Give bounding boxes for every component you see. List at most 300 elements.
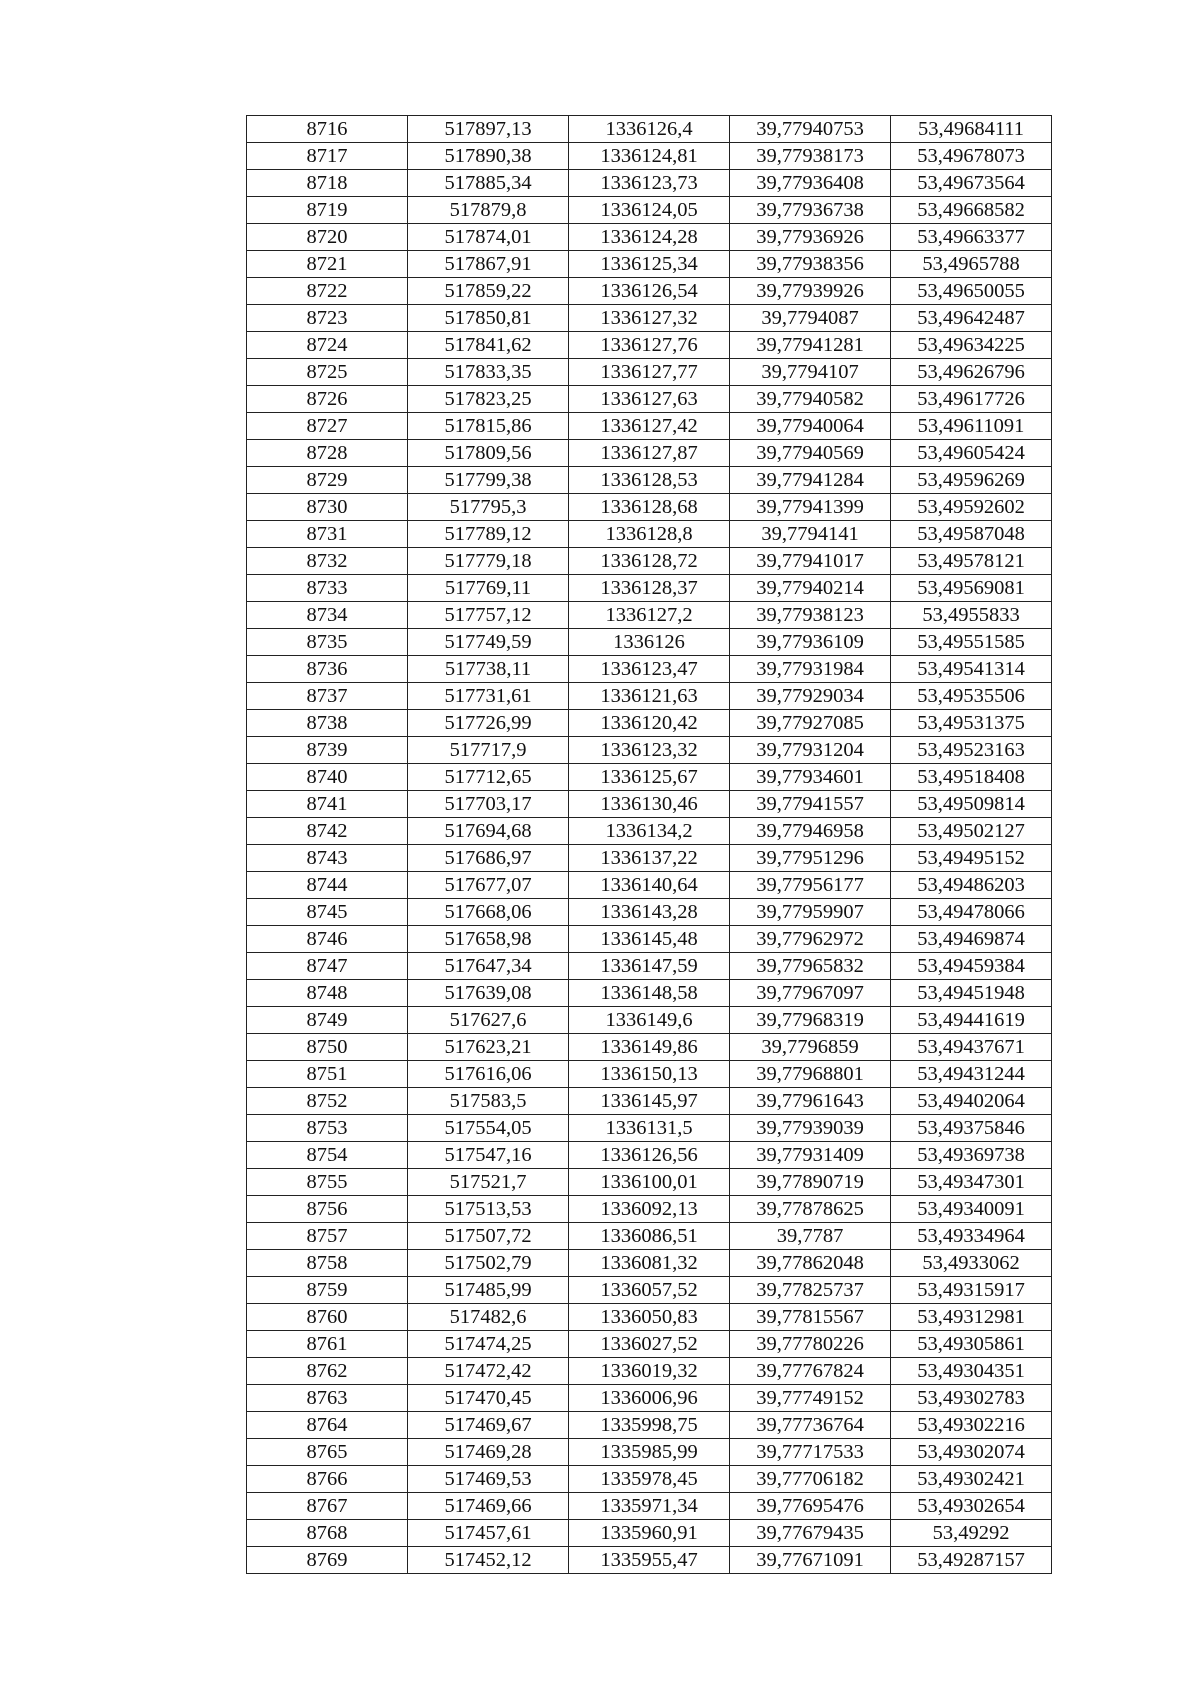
x-coordinate-cell: 517809,56 — [408, 440, 569, 467]
table-row — [247, 1088, 1052, 1115]
latitude-cell: 53,4933062 — [891, 1250, 1052, 1277]
point-number-cell: 8746 — [247, 926, 408, 953]
y-coordinate-cell: 1336127,32 — [569, 305, 730, 332]
x-coordinate-cell: 517668,06 — [408, 899, 569, 926]
longitude-cell: 39,77940582 — [730, 386, 891, 413]
longitude-cell: 39,77968801 — [730, 1061, 891, 1088]
y-coordinate-cell: 1336127,87 — [569, 440, 730, 467]
latitude-cell: 53,49302074 — [891, 1439, 1052, 1466]
longitude-cell: 39,77890719 — [730, 1169, 891, 1196]
longitude-cell: 39,77939926 — [730, 278, 891, 305]
y-coordinate-cell: 1336124,28 — [569, 224, 730, 251]
y-coordinate-cell: 1336086,51 — [569, 1223, 730, 1250]
table-row — [247, 953, 1052, 980]
x-coordinate-cell: 517890,38 — [408, 143, 569, 170]
point-number-cell: 8735 — [247, 629, 408, 656]
y-coordinate-cell: 1336140,64 — [569, 872, 730, 899]
longitude-cell: 39,77938173 — [730, 143, 891, 170]
x-coordinate-cell: 517616,06 — [408, 1061, 569, 1088]
table-row — [247, 629, 1052, 656]
point-number-cell: 8753 — [247, 1115, 408, 1142]
y-coordinate-cell: 1335960,91 — [569, 1520, 730, 1547]
longitude-cell: 39,77941017 — [730, 548, 891, 575]
x-coordinate-cell: 517469,28 — [408, 1439, 569, 1466]
point-number-cell: 8732 — [247, 548, 408, 575]
table-row — [247, 413, 1052, 440]
y-coordinate-cell: 1336128,37 — [569, 575, 730, 602]
x-coordinate-cell: 517647,34 — [408, 953, 569, 980]
longitude-cell: 39,77940214 — [730, 575, 891, 602]
point-number-cell: 8724 — [247, 332, 408, 359]
x-coordinate-cell: 517749,59 — [408, 629, 569, 656]
x-coordinate-cell: 517457,61 — [408, 1520, 569, 1547]
table-row — [247, 1061, 1052, 1088]
latitude-cell: 53,49431244 — [891, 1061, 1052, 1088]
latitude-cell: 53,49596269 — [891, 467, 1052, 494]
latitude-cell: 53,49569081 — [891, 575, 1052, 602]
point-number-cell: 8761 — [247, 1331, 408, 1358]
point-number-cell: 8729 — [247, 467, 408, 494]
x-coordinate-cell: 517885,34 — [408, 170, 569, 197]
latitude-cell: 53,49663377 — [891, 224, 1052, 251]
latitude-cell: 53,49305861 — [891, 1331, 1052, 1358]
longitude-cell: 39,77941281 — [730, 332, 891, 359]
point-number-cell: 8719 — [247, 197, 408, 224]
y-coordinate-cell: 1335998,75 — [569, 1412, 730, 1439]
x-coordinate-cell: 517717,9 — [408, 737, 569, 764]
latitude-cell: 53,49678073 — [891, 143, 1052, 170]
x-coordinate-cell: 517726,99 — [408, 710, 569, 737]
longitude-cell: 39,77931409 — [730, 1142, 891, 1169]
latitude-cell: 53,49684111 — [891, 116, 1052, 143]
y-coordinate-cell: 1336081,32 — [569, 1250, 730, 1277]
x-coordinate-cell: 517547,16 — [408, 1142, 569, 1169]
x-coordinate-cell: 517795,3 — [408, 494, 569, 521]
y-coordinate-cell: 1335978,45 — [569, 1466, 730, 1493]
y-coordinate-cell: 1336128,53 — [569, 467, 730, 494]
longitude-cell: 39,77962972 — [730, 926, 891, 953]
point-number-cell: 8718 — [247, 170, 408, 197]
longitude-cell: 39,77968319 — [730, 1007, 891, 1034]
latitude-cell: 53,49541314 — [891, 656, 1052, 683]
x-coordinate-cell: 517815,86 — [408, 413, 569, 440]
x-coordinate-cell: 517703,17 — [408, 791, 569, 818]
point-number-cell: 8723 — [247, 305, 408, 332]
table-row — [247, 197, 1052, 224]
table-row — [247, 1196, 1052, 1223]
y-coordinate-cell: 1336120,42 — [569, 710, 730, 737]
point-number-cell: 8744 — [247, 872, 408, 899]
y-coordinate-cell: 1336006,96 — [569, 1385, 730, 1412]
y-coordinate-cell: 1336057,52 — [569, 1277, 730, 1304]
longitude-cell: 39,77862048 — [730, 1250, 891, 1277]
y-coordinate-cell: 1336127,2 — [569, 602, 730, 629]
x-coordinate-cell: 517712,65 — [408, 764, 569, 791]
y-coordinate-cell: 1336127,77 — [569, 359, 730, 386]
latitude-cell: 53,49518408 — [891, 764, 1052, 791]
point-number-cell: 8738 — [247, 710, 408, 737]
point-number-cell: 8716 — [247, 116, 408, 143]
point-number-cell: 8721 — [247, 251, 408, 278]
x-coordinate-cell: 517482,6 — [408, 1304, 569, 1331]
table-row — [247, 305, 1052, 332]
y-coordinate-cell: 1336128,68 — [569, 494, 730, 521]
longitude-cell: 39,77941399 — [730, 494, 891, 521]
table-row — [247, 116, 1052, 143]
x-coordinate-cell: 517452,12 — [408, 1547, 569, 1574]
coordinates-table-body — [247, 116, 1052, 1574]
point-number-cell: 8748 — [247, 980, 408, 1007]
point-number-cell: 8757 — [247, 1223, 408, 1250]
point-number-cell: 8766 — [247, 1466, 408, 1493]
longitude-cell: 39,77815567 — [730, 1304, 891, 1331]
x-coordinate-cell: 517513,53 — [408, 1196, 569, 1223]
y-coordinate-cell: 1336128,72 — [569, 548, 730, 575]
latitude-cell: 53,49302654 — [891, 1493, 1052, 1520]
y-coordinate-cell: 1336125,34 — [569, 251, 730, 278]
latitude-cell: 53,49347301 — [891, 1169, 1052, 1196]
x-coordinate-cell: 517507,72 — [408, 1223, 569, 1250]
longitude-cell: 39,77941284 — [730, 467, 891, 494]
table-row — [247, 1223, 1052, 1250]
x-coordinate-cell: 517474,25 — [408, 1331, 569, 1358]
table-row — [247, 926, 1052, 953]
x-coordinate-cell: 517769,11 — [408, 575, 569, 602]
x-coordinate-cell: 517469,66 — [408, 1493, 569, 1520]
x-coordinate-cell: 517472,42 — [408, 1358, 569, 1385]
point-number-cell: 8763 — [247, 1385, 408, 1412]
latitude-cell: 53,49304351 — [891, 1358, 1052, 1385]
latitude-cell: 53,49578121 — [891, 548, 1052, 575]
point-number-cell: 8769 — [247, 1547, 408, 1574]
x-coordinate-cell: 517823,25 — [408, 386, 569, 413]
longitude-cell: 39,77936738 — [730, 197, 891, 224]
longitude-cell: 39,77940569 — [730, 440, 891, 467]
y-coordinate-cell: 1336121,63 — [569, 683, 730, 710]
latitude-cell: 53,49486203 — [891, 872, 1052, 899]
latitude-cell: 53,49369738 — [891, 1142, 1052, 1169]
y-coordinate-cell: 1336147,59 — [569, 953, 730, 980]
table-row — [247, 872, 1052, 899]
point-number-cell: 8764 — [247, 1412, 408, 1439]
point-number-cell: 8734 — [247, 602, 408, 629]
table-row — [247, 1304, 1052, 1331]
point-number-cell: 8730 — [247, 494, 408, 521]
x-coordinate-cell: 517879,8 — [408, 197, 569, 224]
longitude-cell: 39,77931204 — [730, 737, 891, 764]
longitude-cell: 39,77749152 — [730, 1385, 891, 1412]
table-row — [247, 818, 1052, 845]
x-coordinate-cell: 517867,91 — [408, 251, 569, 278]
point-number-cell: 8760 — [247, 1304, 408, 1331]
longitude-cell: 39,77927085 — [730, 710, 891, 737]
table-row — [247, 1520, 1052, 1547]
table-row — [247, 980, 1052, 1007]
x-coordinate-cell: 517833,35 — [408, 359, 569, 386]
latitude-cell: 53,49605424 — [891, 440, 1052, 467]
x-coordinate-cell: 517799,38 — [408, 467, 569, 494]
longitude-cell: 39,77934601 — [730, 764, 891, 791]
longitude-cell: 39,77780226 — [730, 1331, 891, 1358]
x-coordinate-cell: 517874,01 — [408, 224, 569, 251]
longitude-cell: 39,77951296 — [730, 845, 891, 872]
y-coordinate-cell: 1336123,32 — [569, 737, 730, 764]
longitude-cell: 39,77736764 — [730, 1412, 891, 1439]
longitude-cell: 39,77956177 — [730, 872, 891, 899]
point-number-cell: 8725 — [247, 359, 408, 386]
latitude-cell: 53,49375846 — [891, 1115, 1052, 1142]
x-coordinate-cell: 517502,79 — [408, 1250, 569, 1277]
longitude-cell: 39,77929034 — [730, 683, 891, 710]
point-number-cell: 8756 — [247, 1196, 408, 1223]
table-row — [247, 224, 1052, 251]
latitude-cell: 53,49302783 — [891, 1385, 1052, 1412]
y-coordinate-cell: 1336126 — [569, 629, 730, 656]
point-number-cell: 8727 — [247, 413, 408, 440]
y-coordinate-cell: 1336145,97 — [569, 1088, 730, 1115]
longitude-cell: 39,77695476 — [730, 1493, 891, 1520]
longitude-cell: 39,77679435 — [730, 1520, 891, 1547]
y-coordinate-cell: 1336050,83 — [569, 1304, 730, 1331]
point-number-cell: 8751 — [247, 1061, 408, 1088]
latitude-cell: 53,49287157 — [891, 1547, 1052, 1574]
point-number-cell: 8726 — [247, 386, 408, 413]
y-coordinate-cell: 1336126,4 — [569, 116, 730, 143]
latitude-cell: 53,49587048 — [891, 521, 1052, 548]
longitude-cell: 39,77939039 — [730, 1115, 891, 1142]
point-number-cell: 8737 — [247, 683, 408, 710]
y-coordinate-cell: 1336092,13 — [569, 1196, 730, 1223]
table-row — [247, 1277, 1052, 1304]
table-row — [247, 1115, 1052, 1142]
table-row — [247, 1547, 1052, 1574]
y-coordinate-cell: 1336127,76 — [569, 332, 730, 359]
latitude-cell: 53,49469874 — [891, 926, 1052, 953]
longitude-cell: 39,77931984 — [730, 656, 891, 683]
x-coordinate-cell: 517757,12 — [408, 602, 569, 629]
x-coordinate-cell: 517485,99 — [408, 1277, 569, 1304]
y-coordinate-cell: 1335955,47 — [569, 1547, 730, 1574]
latitude-cell: 53,4965788 — [891, 251, 1052, 278]
y-coordinate-cell: 1336149,86 — [569, 1034, 730, 1061]
point-number-cell: 8739 — [247, 737, 408, 764]
table-row — [247, 1007, 1052, 1034]
y-coordinate-cell: 1336123,73 — [569, 170, 730, 197]
latitude-cell: 53,49535506 — [891, 683, 1052, 710]
longitude-cell: 39,77961643 — [730, 1088, 891, 1115]
latitude-cell: 53,49611091 — [891, 413, 1052, 440]
longitude-cell: 39,77671091 — [730, 1547, 891, 1574]
latitude-cell: 53,49634225 — [891, 332, 1052, 359]
y-coordinate-cell: 1336148,58 — [569, 980, 730, 1007]
x-coordinate-cell: 517779,18 — [408, 548, 569, 575]
point-number-cell: 8743 — [247, 845, 408, 872]
table-row — [247, 548, 1052, 575]
latitude-cell: 53,49509814 — [891, 791, 1052, 818]
table-row — [247, 1412, 1052, 1439]
longitude-cell: 39,7794087 — [730, 305, 891, 332]
longitude-cell: 39,77965832 — [730, 953, 891, 980]
point-number-cell: 8745 — [247, 899, 408, 926]
table-row — [247, 521, 1052, 548]
latitude-cell: 53,49592602 — [891, 494, 1052, 521]
longitude-cell: 39,77940753 — [730, 116, 891, 143]
longitude-cell: 39,7787 — [730, 1223, 891, 1250]
table-row — [247, 1142, 1052, 1169]
longitude-cell: 39,77767824 — [730, 1358, 891, 1385]
x-coordinate-cell: 517738,11 — [408, 656, 569, 683]
x-coordinate-cell: 517623,21 — [408, 1034, 569, 1061]
point-number-cell: 8731 — [247, 521, 408, 548]
latitude-cell: 53,49617726 — [891, 386, 1052, 413]
latitude-cell: 53,49302216 — [891, 1412, 1052, 1439]
y-coordinate-cell: 1336134,2 — [569, 818, 730, 845]
x-coordinate-cell: 517554,05 — [408, 1115, 569, 1142]
point-number-cell: 8736 — [247, 656, 408, 683]
longitude-cell: 39,77936408 — [730, 170, 891, 197]
longitude-cell: 39,77936926 — [730, 224, 891, 251]
longitude-cell: 39,77825737 — [730, 1277, 891, 1304]
x-coordinate-cell: 517694,68 — [408, 818, 569, 845]
latitude-cell: 53,49668582 — [891, 197, 1052, 224]
point-number-cell: 8749 — [247, 1007, 408, 1034]
table-row — [247, 359, 1052, 386]
point-number-cell: 8720 — [247, 224, 408, 251]
x-coordinate-cell: 517627,6 — [408, 1007, 569, 1034]
longitude-cell: 39,77938123 — [730, 602, 891, 629]
y-coordinate-cell: 1336027,52 — [569, 1331, 730, 1358]
longitude-cell: 39,77959907 — [730, 899, 891, 926]
longitude-cell: 39,77946958 — [730, 818, 891, 845]
table-row — [247, 494, 1052, 521]
x-coordinate-cell: 517686,97 — [408, 845, 569, 872]
x-coordinate-cell: 517521,7 — [408, 1169, 569, 1196]
point-number-cell: 8752 — [247, 1088, 408, 1115]
longitude-cell: 39,77706182 — [730, 1466, 891, 1493]
table-row — [247, 251, 1052, 278]
point-number-cell: 8767 — [247, 1493, 408, 1520]
point-number-cell: 8768 — [247, 1520, 408, 1547]
table-row — [247, 332, 1052, 359]
y-coordinate-cell: 1336123,47 — [569, 656, 730, 683]
table-row — [247, 1385, 1052, 1412]
latitude-cell: 53,49459384 — [891, 953, 1052, 980]
point-number-cell: 8765 — [247, 1439, 408, 1466]
x-coordinate-cell: 517583,5 — [408, 1088, 569, 1115]
point-number-cell: 8733 — [247, 575, 408, 602]
latitude-cell: 53,49531375 — [891, 710, 1052, 737]
longitude-cell: 39,7796859 — [730, 1034, 891, 1061]
table-row — [247, 1250, 1052, 1277]
latitude-cell: 53,49650055 — [891, 278, 1052, 305]
x-coordinate-cell: 517859,22 — [408, 278, 569, 305]
table-row — [247, 764, 1052, 791]
table-row — [247, 1439, 1052, 1466]
longitude-cell: 39,77878625 — [730, 1196, 891, 1223]
y-coordinate-cell: 1336019,32 — [569, 1358, 730, 1385]
latitude-cell: 53,49315917 — [891, 1277, 1052, 1304]
latitude-cell: 53,49626796 — [891, 359, 1052, 386]
longitude-cell: 39,77967097 — [730, 980, 891, 1007]
x-coordinate-cell: 517469,67 — [408, 1412, 569, 1439]
y-coordinate-cell: 1336127,42 — [569, 413, 730, 440]
latitude-cell: 53,49437671 — [891, 1034, 1052, 1061]
x-coordinate-cell: 517470,45 — [408, 1385, 569, 1412]
longitude-cell: 39,7794141 — [730, 521, 891, 548]
x-coordinate-cell: 517789,12 — [408, 521, 569, 548]
point-number-cell: 8762 — [247, 1358, 408, 1385]
x-coordinate-cell: 517658,98 — [408, 926, 569, 953]
y-coordinate-cell: 1336137,22 — [569, 845, 730, 872]
x-coordinate-cell: 517850,81 — [408, 305, 569, 332]
y-coordinate-cell: 1336124,05 — [569, 197, 730, 224]
x-coordinate-cell: 517731,61 — [408, 683, 569, 710]
y-coordinate-cell: 1336126,54 — [569, 278, 730, 305]
table-row — [247, 737, 1052, 764]
latitude-cell: 53,49302421 — [891, 1466, 1052, 1493]
latitude-cell: 53,49292 — [891, 1520, 1052, 1547]
point-number-cell: 8741 — [247, 791, 408, 818]
table-row — [247, 1466, 1052, 1493]
point-number-cell: 8740 — [247, 764, 408, 791]
coordinates-table — [246, 115, 1052, 1574]
point-number-cell: 8747 — [247, 953, 408, 980]
latitude-cell: 53,49312981 — [891, 1304, 1052, 1331]
longitude-cell: 39,77940064 — [730, 413, 891, 440]
table-row — [247, 1493, 1052, 1520]
table-row — [247, 899, 1052, 926]
point-number-cell: 8754 — [247, 1142, 408, 1169]
latitude-cell: 53,49441619 — [891, 1007, 1052, 1034]
longitude-cell: 39,77717533 — [730, 1439, 891, 1466]
latitude-cell: 53,49478066 — [891, 899, 1052, 926]
table-row — [247, 386, 1052, 413]
point-number-cell: 8717 — [247, 143, 408, 170]
table-row — [247, 1331, 1052, 1358]
table-row — [247, 602, 1052, 629]
table-row — [247, 710, 1052, 737]
x-coordinate-cell: 517897,13 — [408, 116, 569, 143]
table-row — [247, 143, 1052, 170]
x-coordinate-cell: 517841,62 — [408, 332, 569, 359]
latitude-cell: 53,49502127 — [891, 818, 1052, 845]
y-coordinate-cell: 1336100,01 — [569, 1169, 730, 1196]
y-coordinate-cell: 1336127,63 — [569, 386, 730, 413]
longitude-cell: 39,77936109 — [730, 629, 891, 656]
y-coordinate-cell: 1336128,8 — [569, 521, 730, 548]
longitude-cell: 39,77941557 — [730, 791, 891, 818]
table-row — [247, 1358, 1052, 1385]
table-row — [247, 1034, 1052, 1061]
y-coordinate-cell: 1336124,81 — [569, 143, 730, 170]
latitude-cell: 53,4955833 — [891, 602, 1052, 629]
point-number-cell: 8755 — [247, 1169, 408, 1196]
latitude-cell: 53,49523163 — [891, 737, 1052, 764]
y-coordinate-cell: 1336149,6 — [569, 1007, 730, 1034]
y-coordinate-cell: 1336130,46 — [569, 791, 730, 818]
x-coordinate-cell: 517639,08 — [408, 980, 569, 1007]
latitude-cell: 53,49340091 — [891, 1196, 1052, 1223]
y-coordinate-cell: 1336131,5 — [569, 1115, 730, 1142]
latitude-cell: 53,49451948 — [891, 980, 1052, 1007]
y-coordinate-cell: 1335971,34 — [569, 1493, 730, 1520]
latitude-cell: 53,49402064 — [891, 1088, 1052, 1115]
point-number-cell: 8728 — [247, 440, 408, 467]
table-row — [247, 467, 1052, 494]
table-row — [247, 791, 1052, 818]
x-coordinate-cell: 517469,53 — [408, 1466, 569, 1493]
latitude-cell: 53,49551585 — [891, 629, 1052, 656]
